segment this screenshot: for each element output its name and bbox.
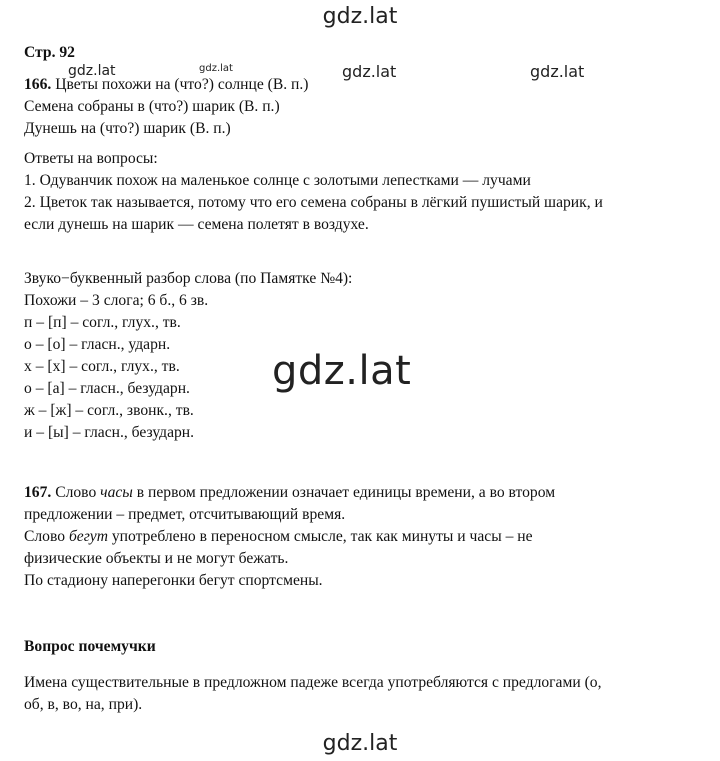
ex167-number: 167. [24,484,52,501]
answer-line: 1. Одуванчик похож на маленькое солнце с золотыми лепестками — лучами [24,172,531,189]
ex167-line: По стадиону наперегонки бегут спортсмены. [24,572,323,589]
analysis-line: о – [о] – гласн., ударн. [24,336,171,353]
analysis-line: х – [х] – согл., глух., тв. [24,358,180,375]
question-title: Вопрос почемучки [24,638,156,655]
watermark-small: gdz.lat [530,62,585,81]
answer-line: 2. Цветок так называется, потому что его семена собраны в лёгкий пушистый шарик, и [24,194,603,211]
ex167-line: 167. Слово часы в первом предложении означает единицы времени, а во втором [24,484,556,501]
ex166-line: Дунешь на (что?) шарик (В. п.) [24,120,231,137]
ex167-line: Слово бегут употреблено в переносном смысле, так как минуты и часы – не [24,528,533,545]
watermark-top: gdz.lat [322,4,398,29]
analysis-line: Похожи – 3 слога; 6 б., 6 зв. [24,292,209,309]
word-begut: бегут [68,528,108,545]
ex167-line: физические объекты и не могут бежать. [24,550,289,567]
page-number: Стр. 92 [24,44,75,61]
question-line: Имена существительные в предложном падеже всегда употребляются с предлогами (о, [24,674,602,691]
answer-line: если дунешь на шарик — семена полетят в воздухе. [24,216,369,233]
question-line: об, в, во, на, при). [24,696,143,713]
ex166-line: 166. Цветы похожи на (что?) солнце (В. п.) [24,76,309,93]
word-chasy: часы [100,484,133,501]
watermark-center: gdz.lat [272,348,412,394]
ex167-line: предложении – предмет, отсчитывающий время. [24,506,346,523]
ex166-line: Семена собраны в (что?) шарик (В. п.) [24,98,280,115]
analysis-line: и – [ы] – гласн., безударн. [24,424,195,441]
analysis-line: ж – [ж] – согл., звонк., тв. [24,402,194,419]
answers-title: Ответы на вопросы: [24,150,158,167]
watermark-small: gdz.lat [68,63,116,79]
analysis-title: Звуко−буквенный разбор слова (по Памятке №4): [24,270,353,287]
ex166-number: 166. [24,76,52,93]
watermark-small: gdz.lat [199,63,233,74]
analysis-line: о – [а] – гласн., безударн. [24,380,190,397]
watermark-bottom: gdz.lat [322,731,398,756]
analysis-line: п – [п] – согл., глух., тв. [24,314,181,331]
watermark-small: gdz.lat [342,62,397,81]
